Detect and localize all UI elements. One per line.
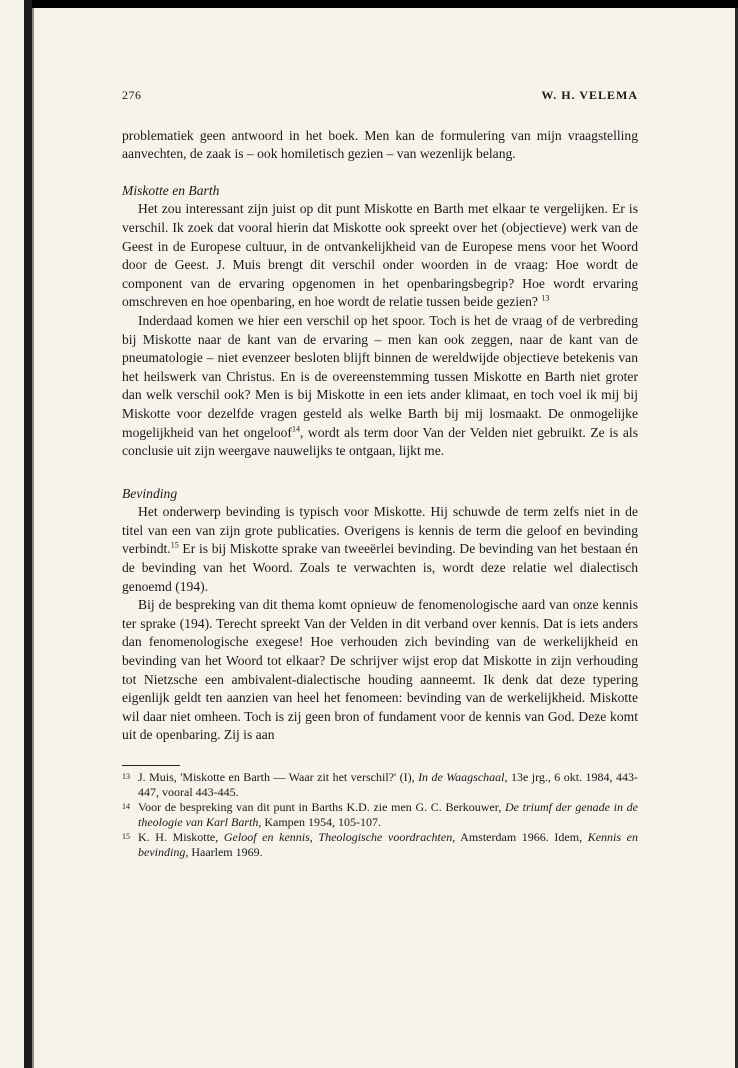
- footnote-text-part: J. Muis, 'Miskotte en Barth — Waar zit het verschil?' (I),: [138, 770, 419, 784]
- scan-border-top: [30, 0, 738, 8]
- footnote-number: 14: [122, 802, 130, 811]
- running-head: [122, 86, 638, 105]
- scan-border-left-shadow: [32, 8, 34, 1068]
- paragraph-3-text-b: , wordt als term door Van der Velden niet gebruikt. Ze is als conclusie uit zijn weergave nauwelijks te ontgaan, lijkt me.: [122, 424, 638, 459]
- paragraph-4-text-a: Het onderwerp bevinding is typisch voor Miskotte. Hij schuwde de term zelfs niet in de titel van een van zijn grote publicaties. Overigens is kennis de term die geloof en bevinding verbindt.: [122, 504, 638, 557]
- footnote-text-part: K. H. Miskotte,: [138, 830, 224, 844]
- paragraph-4: [122, 503, 638, 596]
- footnote-title: De triumf der genade in de theologie van Karl Barth,: [138, 800, 639, 829]
- paragraph-4-text-b: Er is bij Miskotte sprake van tweeërlei bevinding. De bevinding van het bestaan én de bevinding van het Woord. Zoals te verwachten is, wordt deze relatie wel dialectisch genoemd (194).: [122, 541, 638, 594]
- footnote: [122, 770, 638, 800]
- footnote: [122, 830, 638, 860]
- scan-border-left: [24, 0, 32, 1068]
- footnote-text-part: Kampen 1954, 105-107.: [261, 815, 381, 829]
- footnote-title: In de Waagschaal,: [418, 770, 508, 784]
- footnotes: [122, 770, 638, 860]
- page-content: [122, 86, 638, 860]
- footnote-ref-13: 13: [541, 293, 550, 303]
- footnote-separator: [122, 765, 180, 766]
- footnote-ref-14: 14: [291, 423, 300, 433]
- paragraph-2: [122, 200, 638, 312]
- footnote-text: [138, 770, 638, 800]
- footnote-text: [138, 800, 638, 830]
- footnote: [122, 800, 638, 830]
- footnote-text-part: Amsterdam 1966. Idem,: [455, 830, 588, 844]
- page-number: 276: [122, 88, 142, 102]
- footnote-text-part: 13e jrg., 6 okt. 1984, 443-447, vooral 443-445.: [138, 770, 638, 799]
- paragraph-3-text-a: Inderdaad komen we hier een verschil op het spoor. Toch is het de vraag of de verbreding bij Miskotte naar de kant van de ervaring – men kan ook zeggen, naar de kant van de pneumatologie – niet evenzeer besloten blijft binnen de wereldwijde objectieve betekenis van het heilswerk van Christus. En is de overeenstemming tussen Miskotte en Barth niet groter dan welk verschil ook? Men is bij Miskotte in een iets ander klimaat, en toch voel ik mij bij Miskotte voor dezelfde vragen gesteld als welke Barth bij mij losmaakt. De onmogelijke mogelijkheid van het ongeloof: [122, 312, 638, 440]
- footnote-ref-15: 15: [170, 540, 179, 550]
- paragraph-1: problematiek geen antwoord in het boek. Men kan de formulering van mijn vraagstelling aanvechten, de zaak is – ook homiletisch gezien – van wezenlijk belang.: [122, 127, 638, 162]
- section-heading-bevinding: Bevinding: [122, 485, 178, 501]
- running-head-author: W. H. VELEMA: [541, 88, 638, 102]
- footnote-text-part: Haarlem 1969.: [188, 845, 263, 859]
- footnote-text: [138, 830, 638, 860]
- footnote-title: Kennis en bevinding,: [138, 830, 638, 859]
- paragraph-2-text: Het zou interessant zijn juist op dit punt Miskotte en Barth met elkaar te vergelijken. Er is verschil. Ik zoek dat vooral hierin dat Miskotte ook spreekt over het (objectieve) werk van de Geest in de Europese cultuur, in de ontvankelijkheid van de Europese mens voor het Woord door de Geest. J. Muis brengt dit verschil onder woorden in de vraag: Hoe wordt de component van de ervaring opgenomen in het openbaringsbegrip? Hoe wordt ervaring omschreven en hoe openbaring, en hoe wordt de relatie tussen beide gezien?: [122, 201, 638, 310]
- footnote-text-part: Voor de bespreking van dit punt in Barths K.D. zie men G. C. Berkouwer,: [138, 800, 505, 814]
- paragraph-3: [122, 312, 638, 461]
- footnote-title: Geloof en kennis, Theologische voordrachten,: [223, 830, 456, 844]
- footnote-number: 15: [122, 832, 130, 841]
- paragraph-5: Bij de bespreking van dit thema komt opnieuw de fenomenologische aard van onze kennis ter sprake (194). Terecht spreekt Van der Velden in dit verband over kennis. Dat is iets anders dan fenomenologische exegese! Hoe verhouden zich bevinding van de werkelijkheid en bevinding van het Woord tot elkaar? De schrijver wijst erop dat Miskotte in zijn verhouding tot Nietzsche een ambivalent-dialectische houding aanneemt. Ik denk dat deze typering eigenlijk geldt ten aanzien van heel het fenomeen: bevinding van de werkelijkheid. Miskotte wil daar niet omheen. Toch is zij geen bron of fundament voor de kennis van God. Deze komt uit de openbaring. Zij is aan: [122, 597, 638, 743]
- footnote-number: 13: [122, 772, 130, 781]
- section-heading-miskotte-barth: Miskotte en Barth: [122, 182, 220, 198]
